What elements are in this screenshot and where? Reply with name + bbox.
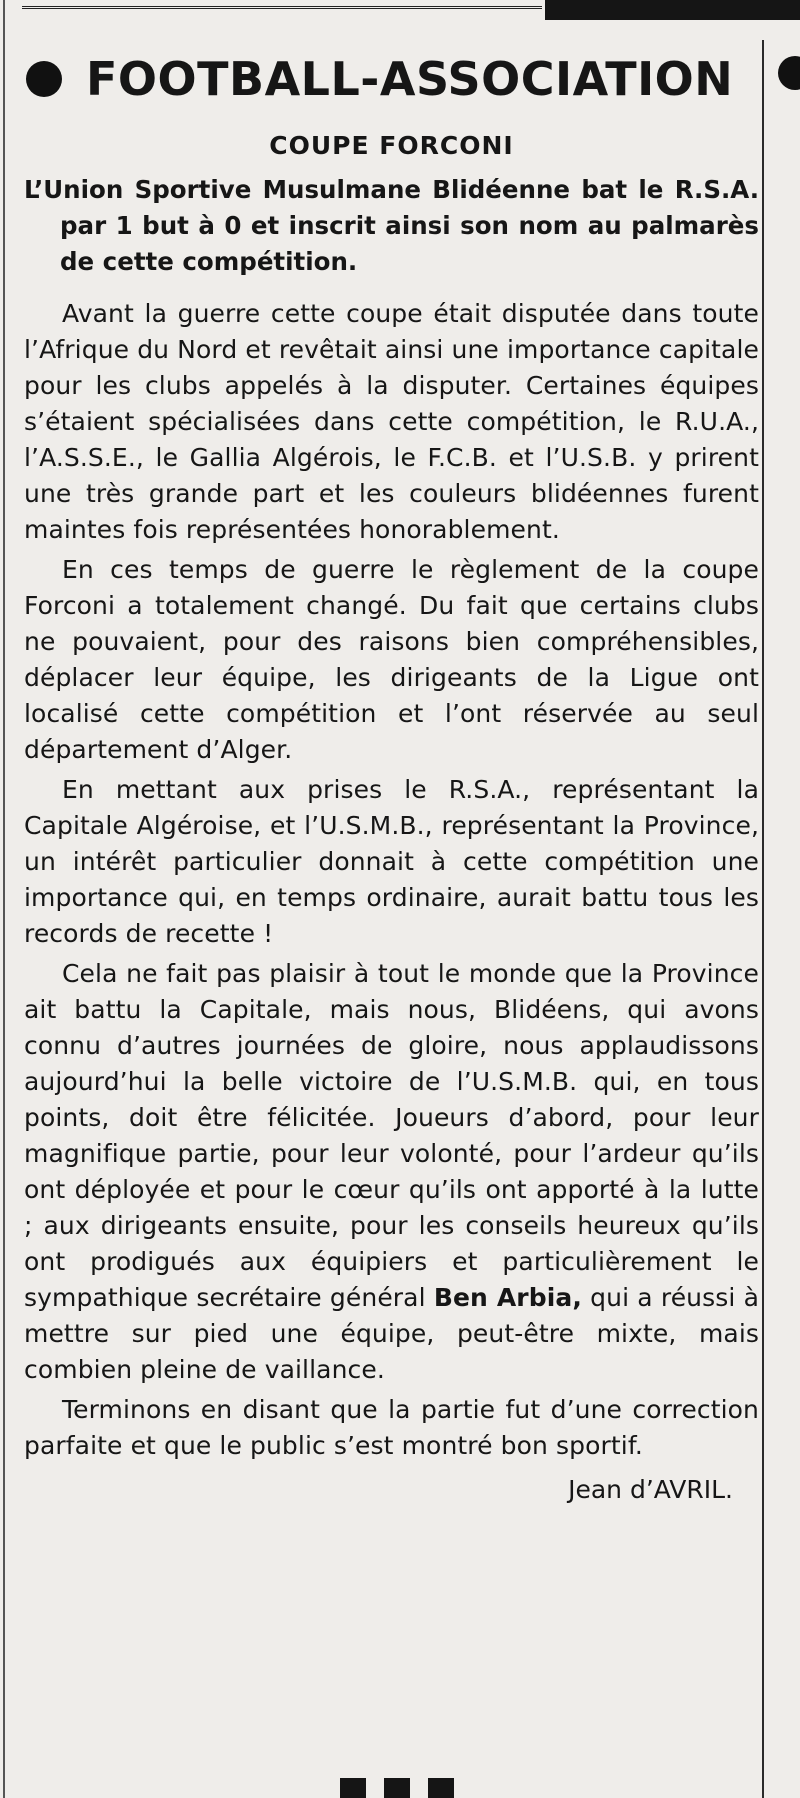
paragraph-4 (24, 956, 759, 1388)
adjacent-column-fragment (770, 40, 800, 1798)
bullet-icon (778, 56, 800, 90)
article (24, 44, 759, 1508)
bottom-ornament (340, 1778, 460, 1798)
paragraph-2: En ces temps de guerre le règlement de la coupe Forconi a totalement changé. Du fait que certains clubs ne pouvaient, pour des raisons bien compréhensibles, déplacer leur équipe, les dirigeants de la Ligue ont localisé cette compétition et l’ont réservée au seul département d’Alger. (24, 555, 759, 764)
article-body (24, 296, 759, 1464)
section-title (24, 44, 759, 114)
left-border-rule (3, 0, 5, 1798)
paragraph-4-start: Cela ne fait pas plaisir à tout le monde que la Province ait battu la Capitale, mais nous, Blidéens, qui avons connu d’autres journées de gloire, nous applaudissons aujourd’hui la belle victoire de l’U.S.M.B. qui, en tous points, doit être félicitée. Joueurs d’abord, pour leur magnifique partie, pour leur volonté, pour l’ardeur qu’ils ont déployée et pour le cœur qu’ils ont apporté à la lutte ; aux dirigeants ensuite, pour les conseils heureux qu’ils ont prodigués aux équipiers et particulièrement le sympathique secrétaire général (24, 959, 759, 1312)
paragraph-1: Avant la guerre cette coupe était disputée dans toute l’Afrique du Nord et revêtait ainsi une importance capitale pour les clubs appelés à la disputer. Certaines équipes s’étaient spécialisées dans cette compétition, le R.U.A., l’A.S.S.E., le Gallia Algérois, le F.C.B. et l’U.S.B. y prirent une très grande part et les couleurs blidéennes furent maintes fois représentées honorablement. (24, 299, 759, 544)
top-black-bar (545, 0, 800, 20)
bullet-icon (26, 61, 62, 97)
top-double-rule (22, 0, 542, 9)
author-signature: Jean d’AVRIL. (568, 1475, 733, 1504)
paragraph-3: En mettant aux prises le R.S.A., représentant la Capitale Algéroise, et l’U.S.M.B., représentant la Province, un intérêt particulier donnait à cette compétition une importance qui, en temps ordinaire, aurait battu tous les records de recette ! (24, 775, 759, 948)
paragraph-4-end: qui a réussi à mettre sur pied une équipe, peut-être mixte, mais combien pleine de vaillance. (24, 1283, 760, 1384)
section-title-text: FOOTBALL-ASSOCIATION (86, 52, 734, 106)
secretary-name: Ben Arbia, (433, 1283, 582, 1312)
article-lede: L’Union Sportive Musulmane Blidéenne bat le R.S.A. par 1 but à 0 et inscrit ainsi son nom au palmarès de cette compétition. (24, 175, 759, 276)
ornament-block (428, 1778, 454, 1798)
article-subtitle: COUPE FORCONI (269, 131, 514, 160)
ornament-block (384, 1778, 410, 1798)
column-divider (762, 40, 764, 1798)
ornament-block (340, 1778, 366, 1798)
paragraph-5: Terminons en disant que la partie fut d’une correction parfaite et que le public s’est montré bon sportif. (24, 1395, 759, 1460)
